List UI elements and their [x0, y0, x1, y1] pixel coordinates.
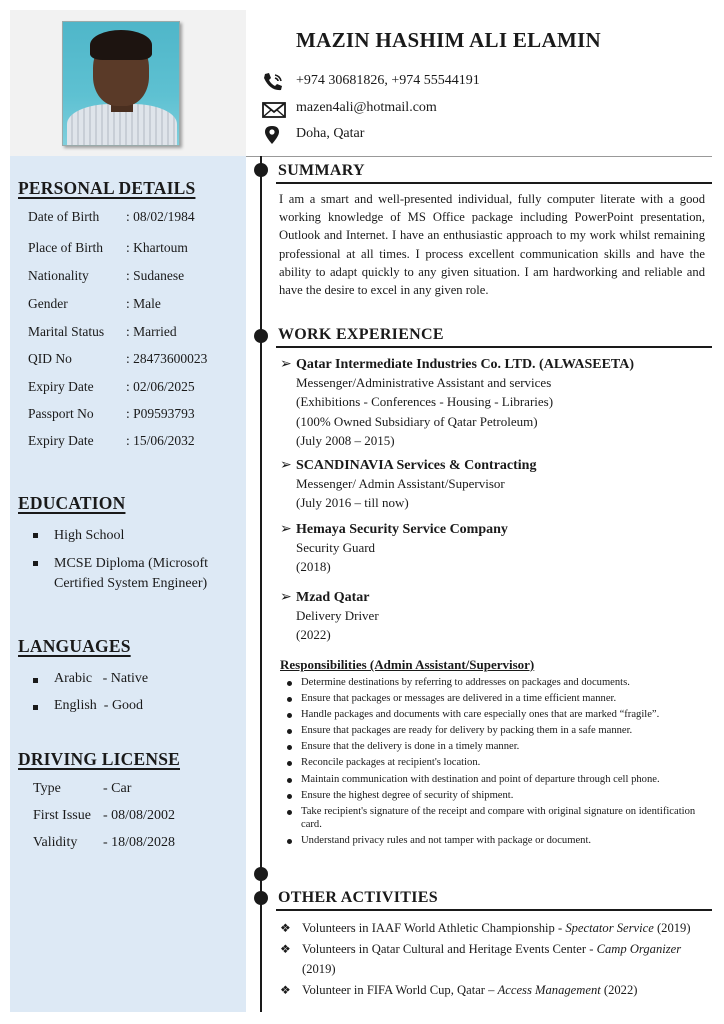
language-item: Arabic - Native — [30, 671, 148, 687]
work-experience-heading: WORK EXPERIENCE — [278, 326, 444, 343]
arrow-bullet-icon: ➢ — [280, 458, 292, 473]
license-label: Type — [33, 781, 61, 796]
job-detail: (Exhibitions - Conferences - Housing - Libraries) — [296, 394, 554, 410]
activity-role: Camp Organizer — [596, 941, 682, 956]
personal-detail-row — [28, 379, 195, 395]
section-rule — [276, 909, 712, 911]
other-activities-heading: OTHER ACTIVITIES — [278, 889, 438, 906]
job-detail: Messenger/ Admin Assistant/Supervisor — [296, 476, 505, 491]
map-pin-icon — [262, 125, 286, 145]
diamond-bullet-icon: ❖ — [280, 941, 291, 956]
detail-value: : 08/02/1984 — [126, 209, 195, 224]
language-item: English - Good — [30, 698, 143, 714]
responsibility-item: Take recipient's signature of the receipt and compare with original signature on identification card. — [284, 806, 704, 832]
detail-value: : P09593793 — [126, 406, 195, 421]
diamond-bullet-icon: ❖ — [280, 982, 291, 997]
license-row — [33, 808, 175, 824]
detail-value: : Khartoum — [126, 240, 188, 255]
responsibility-item: Ensure that the delivery is done in a timely manner. — [284, 741, 704, 754]
activity-text: Volunteers in Qatar Cultural and Heritage Events Center - — [302, 941, 597, 956]
activity-text: Volunteer in FIFA World Cup, Qatar – — [302, 982, 498, 997]
profile-photo — [62, 21, 180, 146]
arrow-bullet-icon: ➢ — [280, 522, 292, 537]
activity-item — [280, 918, 710, 939]
job-detail: (July 2008 – 2015) — [296, 432, 395, 448]
detail-label: Date of Birth — [28, 209, 100, 224]
detail-label: Expiry Date — [28, 433, 94, 448]
job-company — [280, 457, 536, 474]
responsibility-item: Reconcile packages at recipient's location. — [284, 757, 704, 770]
job-detail: (July 2016 – till now) — [296, 495, 409, 511]
license-row — [33, 835, 175, 851]
activity-role: Access Management — [497, 982, 601, 997]
responsibility-item: Ensure that packages or messages are delivered in a time efficient manner. — [284, 693, 704, 706]
job-detail: (100% Owned Subsidiary of Qatar Petroleum) — [296, 413, 538, 429]
job-company — [280, 589, 369, 606]
detail-value: : 28473600023 — [126, 351, 208, 366]
detail-value: : Married — [126, 324, 177, 339]
responsibilities-heading: Responsibilities (Admin Assistant/Supervisor) — [280, 657, 535, 672]
responsibility-item: Understand privacy rules and not tamper with package or document. — [284, 835, 704, 848]
arrow-bullet-icon: ➢ — [280, 357, 292, 372]
job-detail: (2022) — [296, 627, 331, 643]
timeline-line — [260, 156, 262, 1012]
license-value: - 18/08/2028 — [103, 835, 175, 850]
detail-value: : Sudanese — [126, 268, 185, 283]
detail-label: Passport No — [28, 406, 94, 421]
personal-detail-row — [28, 296, 161, 312]
personal-detail-row — [28, 406, 195, 422]
license-row — [33, 781, 131, 797]
languages-heading: LANGUAGES — [18, 636, 131, 656]
candidate-name: MAZIN HASHIM ALI ELAMIN — [296, 28, 602, 52]
activity-year: (2019) — [302, 962, 336, 976]
detail-label: Place of Birth — [28, 240, 103, 255]
responsibility-item: Maintain communication with destination and point of departure through cell phone. — [284, 774, 704, 787]
job-company — [280, 356, 634, 373]
detail-label: Marital Status — [28, 324, 105, 339]
job-detail: Delivery Driver — [296, 608, 379, 623]
job-detail: (2018) — [296, 559, 331, 575]
phone-number: +974 30681826, +974 55544191 — [296, 73, 480, 88]
detail-label: Nationality — [28, 268, 89, 283]
detail-value: : 15/06/2032 — [126, 433, 195, 448]
responsibility-item: Handle packages and documents with care especially ones that are marked “fragile”. — [284, 709, 704, 722]
summary-heading: SUMMARY — [278, 162, 365, 179]
personal-detail-row — [28, 433, 195, 449]
company-name: SCANDINAVIA Services & Contracting — [296, 458, 537, 473]
personal-detail-row — [28, 209, 195, 225]
personal-detail-row — [28, 240, 188, 256]
detail-value: : Male — [126, 296, 161, 311]
company-name: Hemaya Security Service Company — [296, 522, 508, 537]
activity-year: (2022) — [600, 982, 638, 997]
activity-item — [280, 980, 710, 1001]
driving-license-heading: DRIVING LICENSE — [18, 749, 180, 769]
detail-label: Expiry Date — [28, 379, 94, 394]
header-divider — [246, 156, 712, 157]
license-label: First Issue — [33, 808, 91, 823]
education-item: MCSE Diploma (Microsoft Certified System Engineer) — [30, 554, 235, 594]
education-item: High School — [30, 526, 235, 546]
summary-text: I am a smart and well-presented individual, fully computer literate with a good working knowledge of MS Office package including PowerPoint presentation, Outlook and Internet. I have an enthusiastic approach to my work whilst remaining professional at all times. I process excellent communication skills and have the ability to adapt quickly to any given situation. I am hardworking and reliable and have the desire to excel in any given role. — [279, 192, 705, 298]
responsibility-item: Ensure that packages are ready for delivery by packing them in a safe manner. — [284, 725, 704, 738]
detail-label: Gender — [28, 296, 68, 311]
company-name: Qatar Intermediate Industries Co. LTD. (ALWASEETA) — [296, 357, 634, 372]
timeline-dot — [254, 163, 268, 177]
detail-label: QID No — [28, 351, 72, 366]
activity-text: Volunteers in IAAF World Athletic Championship - — [302, 921, 566, 935]
education-list — [30, 526, 235, 594]
arrow-bullet-icon: ➢ — [280, 590, 292, 605]
timeline-dot — [254, 891, 268, 905]
education-heading: EDUCATION — [18, 493, 126, 513]
detail-value: : 02/06/2025 — [126, 379, 195, 394]
envelope-icon — [262, 100, 286, 120]
license-value: - 08/08/2002 — [103, 808, 175, 823]
activity-item — [280, 939, 710, 980]
timeline-dot — [254, 329, 268, 343]
timeline-dot — [254, 867, 268, 881]
responsibilities-list — [284, 677, 704, 851]
personal-detail-row — [28, 351, 207, 367]
section-rule — [276, 182, 712, 184]
activity-role: Spectator Service — [565, 921, 654, 935]
personal-detail-row — [28, 324, 177, 340]
responsibility-item: Determine destinations by referring to addresses on packages and documents. — [284, 677, 704, 690]
job-company — [280, 521, 508, 538]
job-detail: Messenger/Administrative Assistant and services — [296, 375, 552, 390]
job-detail: Security Guard — [296, 540, 376, 555]
company-name: Mzad Qatar — [296, 590, 370, 605]
license-value: - Car — [103, 781, 132, 796]
responsibility-item: Ensure the highest degree of security of shipment. — [284, 790, 704, 803]
diamond-bullet-icon: ❖ — [280, 921, 291, 935]
activities-list — [280, 918, 710, 1000]
location: Doha, Qatar — [296, 126, 365, 141]
section-rule — [276, 346, 712, 348]
personal-detail-row — [28, 268, 184, 284]
personal-details-heading: PERSONAL DETAILS — [18, 178, 196, 198]
license-label: Validity — [33, 835, 78, 850]
activity-year: (2019) — [653, 921, 691, 935]
email-address: mazen4ali@hotmail.com — [296, 100, 437, 115]
phone-icon — [262, 72, 286, 92]
